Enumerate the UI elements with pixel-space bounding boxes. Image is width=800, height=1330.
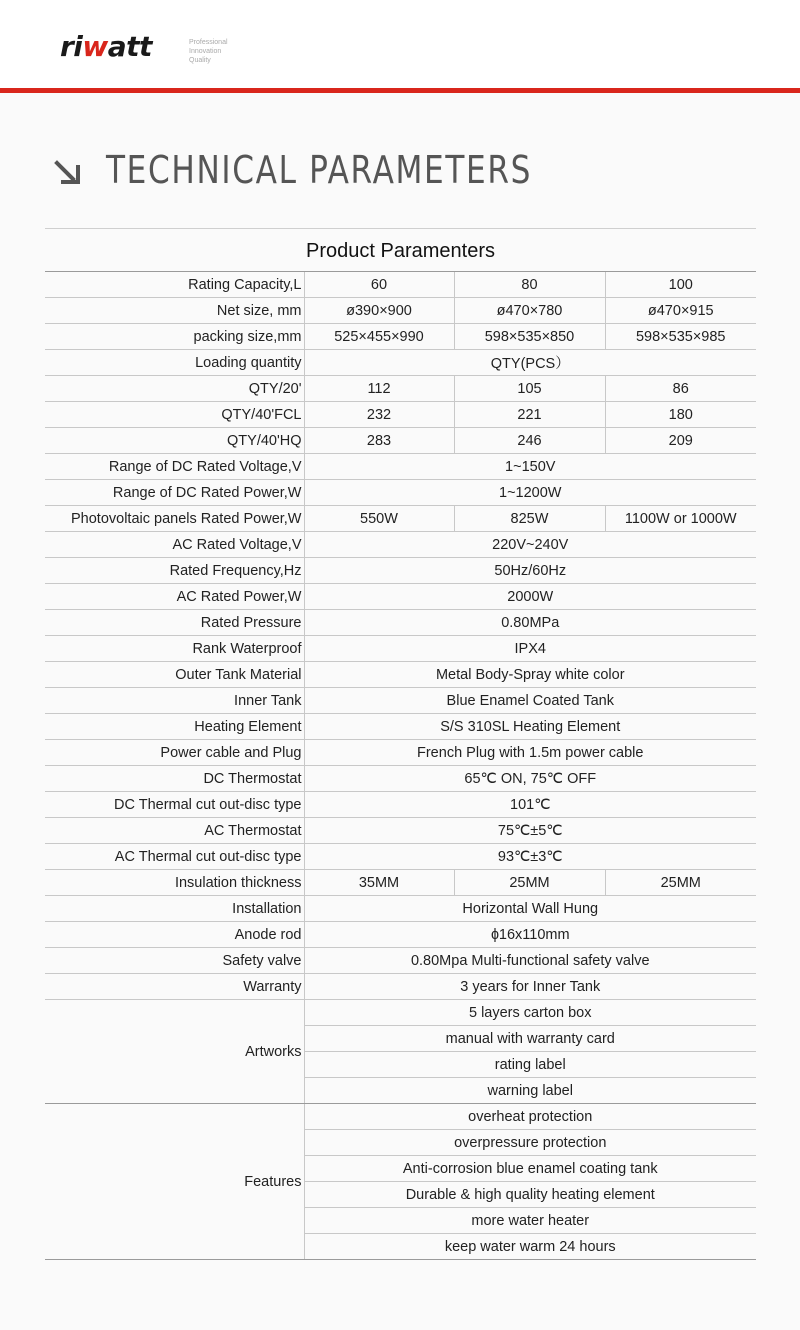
row-value: 221 [454, 402, 605, 428]
group-item: warning label [304, 1078, 756, 1104]
table-row [45, 896, 756, 922]
logo-text-w: w [82, 30, 108, 63]
row-value: 2000W [304, 584, 756, 610]
row-value: 60 [304, 272, 454, 298]
table-row [45, 1000, 756, 1026]
row-value: 0.80Mpa Multi-functional safety valve [304, 948, 756, 974]
row-label: Safety valve [45, 948, 304, 974]
group-item: overpressure protection [304, 1130, 756, 1156]
row-label: Heating Element [45, 714, 304, 740]
tagline-line: Quality [189, 57, 211, 64]
table-row [45, 506, 756, 532]
brand-logo[interactable] [60, 30, 152, 63]
row-value: 550W [304, 506, 454, 532]
table-row [45, 350, 756, 376]
row-value: ø470×915 [605, 298, 756, 324]
row-value: 35MM [304, 870, 454, 896]
table-row [45, 376, 756, 402]
row-value: 825W [454, 506, 605, 532]
row-label: AC Rated Voltage,V [45, 532, 304, 558]
table-row [45, 688, 756, 714]
table-row [45, 714, 756, 740]
table-caption: Product Paramenters [45, 228, 756, 272]
table-row [45, 1104, 756, 1130]
row-value: IPX4 [304, 636, 756, 662]
tagline-line: Professional [189, 39, 228, 46]
row-label: DC Thermal cut out-disc type [45, 792, 304, 818]
row-label: QTY/40'FCL [45, 402, 304, 428]
row-value: 1~1200W [304, 480, 756, 506]
group-label: Artworks [45, 1000, 304, 1104]
tagline-line: Innovation [189, 48, 222, 55]
table-row [45, 532, 756, 558]
row-value: 105 [454, 376, 605, 402]
row-value: 50Hz/60Hz [304, 558, 756, 584]
row-value: 220V~240V [304, 532, 756, 558]
row-label: Insulation thickness [45, 870, 304, 896]
row-label: AC Thermal cut out-disc type [45, 844, 304, 870]
row-label: Power cable and Plug [45, 740, 304, 766]
row-label: QTY/40'HQ [45, 428, 304, 454]
group-item: manual with warranty card [304, 1026, 756, 1052]
row-value: 3 years for Inner Tank [304, 974, 756, 1000]
row-label: Rated Frequency,Hz [45, 558, 304, 584]
row-label: Loading quantity [45, 350, 304, 376]
row-value: 598×535×850 [454, 324, 605, 350]
group-item: more water heater [304, 1208, 756, 1234]
table-row [45, 610, 756, 636]
row-label: Rated Pressure [45, 610, 304, 636]
row-value: 25MM [605, 870, 756, 896]
header [0, 0, 800, 88]
row-label: Rating Capacity,L [45, 272, 304, 298]
row-value: 65℃ ON, 75℃ OFF [304, 766, 756, 792]
row-value: 100 [605, 272, 756, 298]
table-row [45, 428, 756, 454]
row-value: 93℃±3℃ [304, 844, 756, 870]
row-value: 25MM [454, 870, 605, 896]
group-item: overheat protection [304, 1104, 756, 1130]
table-row [45, 584, 756, 610]
row-value: 246 [454, 428, 605, 454]
row-value: 1~150V [304, 454, 756, 480]
table-row [45, 480, 756, 506]
row-value: Blue Enamel Coated Tank [304, 688, 756, 714]
row-value: ø390×900 [304, 298, 454, 324]
group-item: keep water warm 24 hours [304, 1234, 756, 1260]
section-title: TECHNICAL PARAMETERS [106, 148, 533, 192]
row-label: Warranty [45, 974, 304, 1000]
table-row [45, 974, 756, 1000]
table-row [45, 636, 756, 662]
row-label: Outer Tank Material [45, 662, 304, 688]
table-row [45, 324, 756, 350]
row-value: Horizontal Wall Hung [304, 896, 756, 922]
parameters-table [45, 228, 756, 1260]
row-label: DC Thermostat [45, 766, 304, 792]
row-label: AC Rated Power,W [45, 584, 304, 610]
parameters-grid [45, 272, 756, 1260]
group-item: Anti-corrosion blue enamel coating tank [304, 1156, 756, 1182]
row-value: 86 [605, 376, 756, 402]
row-label: Net size, mm [45, 298, 304, 324]
row-value: 283 [304, 428, 454, 454]
group-item: 5 layers carton box [304, 1000, 756, 1026]
row-label: packing size,mm [45, 324, 304, 350]
logo-text-post: att [107, 30, 152, 63]
table-row [45, 922, 756, 948]
row-label: Inner Tank [45, 688, 304, 714]
table-row [45, 454, 756, 480]
row-value: 525×455×990 [304, 324, 454, 350]
table-row [45, 870, 756, 896]
group-item: rating label [304, 1052, 756, 1078]
row-label: Range of DC Rated Power,W [45, 480, 304, 506]
row-value: 598×535×985 [605, 324, 756, 350]
row-value: ɸ16x110mm [304, 922, 756, 948]
row-label: Photovoltaic panels Rated Power,W [45, 506, 304, 532]
row-label: Anode rod [45, 922, 304, 948]
row-value: 101℃ [304, 792, 756, 818]
logo-text-pre: ri [60, 30, 83, 63]
row-value: 209 [605, 428, 756, 454]
row-value: 0.80MPa [304, 610, 756, 636]
table-row [45, 272, 756, 298]
row-value: S/S 310SL Heating Element [304, 714, 756, 740]
table-row [45, 818, 756, 844]
row-label: Range of DC Rated Voltage,V [45, 454, 304, 480]
row-value: French Plug with 1.5m power cable [304, 740, 756, 766]
arrow-down-right-icon [53, 157, 83, 187]
brand-tagline [189, 38, 228, 65]
table-row [45, 948, 756, 974]
row-value: 75℃±5℃ [304, 818, 756, 844]
row-label: AC Thermostat [45, 818, 304, 844]
row-value: Metal Body-Spray white color [304, 662, 756, 688]
row-value: 80 [454, 272, 605, 298]
row-label: Rank Waterproof [45, 636, 304, 662]
table-row [45, 740, 756, 766]
row-value: 232 [304, 402, 454, 428]
table-row [45, 662, 756, 688]
row-label: Installation [45, 896, 304, 922]
table-row [45, 844, 756, 870]
row-label: QTY/20' [45, 376, 304, 402]
row-value: ø470×780 [454, 298, 605, 324]
table-row [45, 766, 756, 792]
table-row [45, 558, 756, 584]
table-row [45, 298, 756, 324]
group-label: Features [45, 1104, 304, 1260]
row-value: 112 [304, 376, 454, 402]
table-row [45, 402, 756, 428]
row-value: 1100W or 1000W [605, 506, 756, 532]
group-item: Durable & high quality heating element [304, 1182, 756, 1208]
row-value: 180 [605, 402, 756, 428]
row-value: QTY(PCS） [304, 350, 756, 376]
table-row [45, 792, 756, 818]
